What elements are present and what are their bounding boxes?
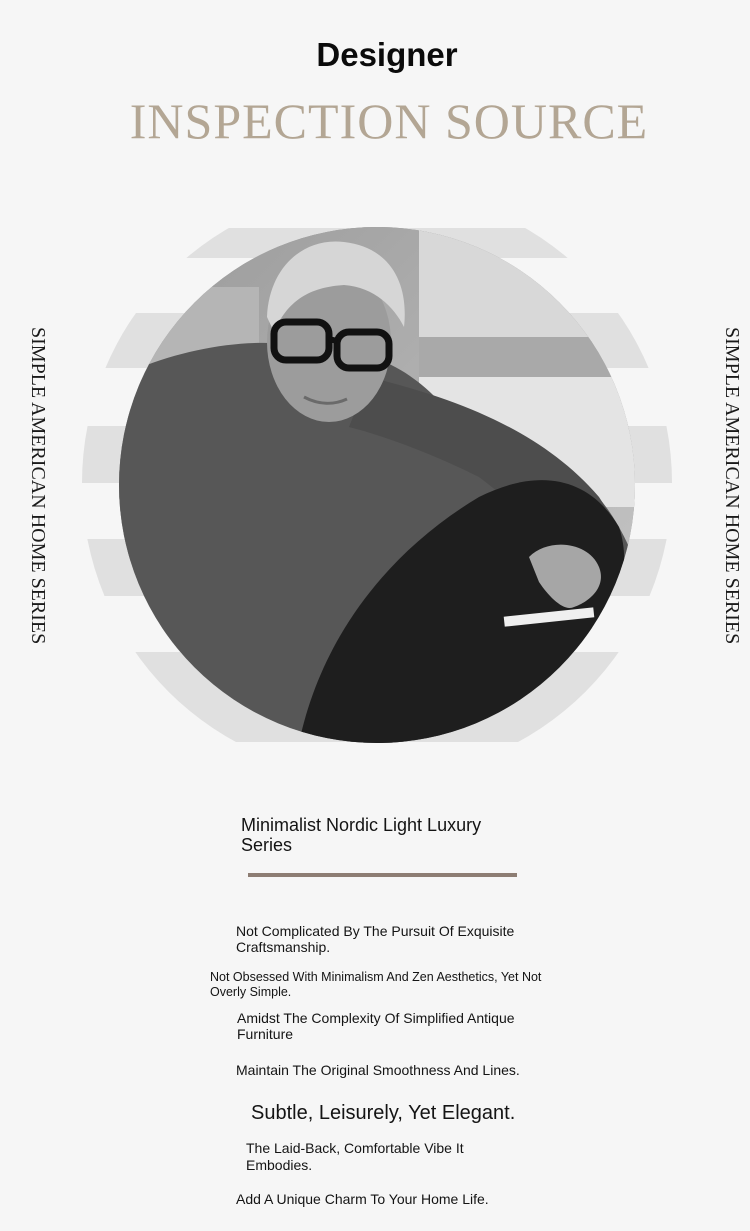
side-label-left: SIMPLE AMERICAN HOME SERIES	[27, 327, 49, 645]
description-highlight: Subtle, Leisurely, Yet Elegant.	[251, 1102, 516, 1124]
description-line: Not Obsessed With Minimalism And Zen Aesthetics, Yet Not Overly Simple.	[210, 970, 542, 999]
series-title: Minimalist Nordic Light Luxury Series	[241, 815, 482, 855]
side-label-right: SIMPLE AMERICAN HOME SERIES	[721, 327, 743, 645]
description-line: Not Complicated By The Pursuit Of Exquisite Craftsmanship.	[236, 923, 515, 955]
designer-portrait-photo	[119, 227, 635, 743]
page-subtitle: INSPECTION SOURCE	[129, 93, 649, 149]
description-line: Amidst The Complexity Of Simplified Antique Furniture	[237, 1010, 515, 1042]
description-line: Add A Unique Charm To Your Home Life.	[236, 1191, 489, 1207]
page-title: Designer	[316, 36, 458, 73]
description-line: The Laid-Back, Comfortable Vibe It Embodies.	[246, 1140, 464, 1173]
designer-portrait	[119, 227, 635, 743]
series-divider	[248, 873, 517, 877]
description-line: Maintain The Original Smoothness And Lines.	[236, 1062, 520, 1078]
